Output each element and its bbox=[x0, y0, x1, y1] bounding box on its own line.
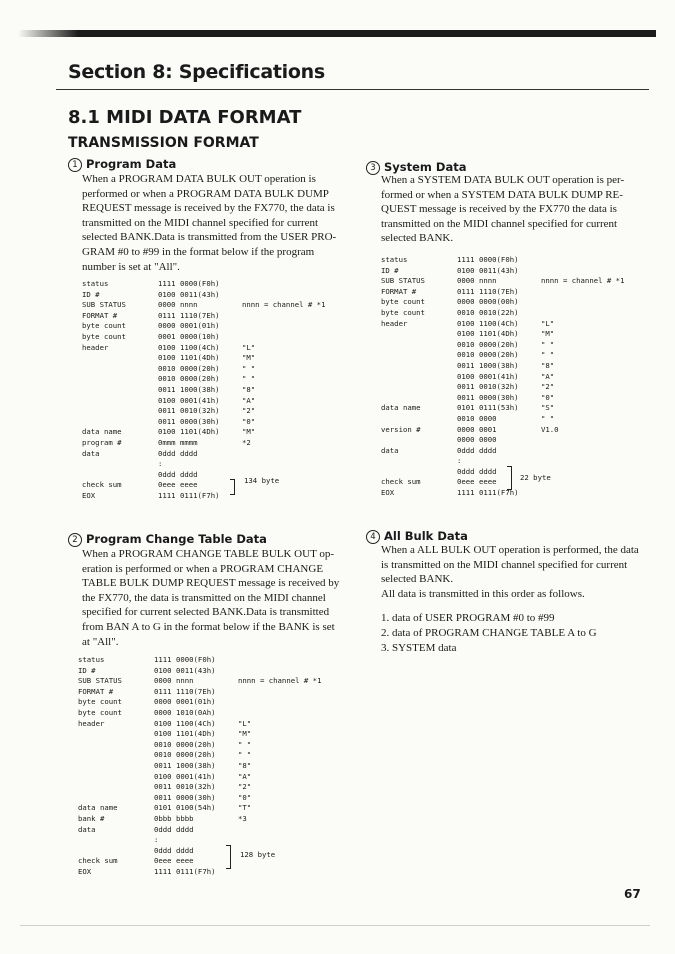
row-value: 0011 1000(38h) bbox=[158, 384, 220, 394]
row-note: *3 bbox=[238, 813, 247, 823]
table-row bbox=[82, 396, 342, 407]
row-value: 0010 0000(20h) bbox=[158, 374, 220, 384]
row-value: 0ddd dddd bbox=[457, 445, 497, 455]
list-item: 2. data of PROGRAM CHANGE TABLE A to G bbox=[381, 627, 597, 639]
row-value: 0100 0001(41h) bbox=[457, 371, 519, 381]
data-brace bbox=[226, 845, 231, 869]
table-row bbox=[82, 364, 342, 375]
program-change-title: Program Change Table Data bbox=[86, 532, 267, 546]
subheading: TRANSMISSION FORMAT bbox=[68, 135, 259, 151]
row-value: 1111 0111(F7h) bbox=[457, 488, 519, 498]
paragraph-line: When a PROGRAM DATA BULK OUT operation is bbox=[82, 173, 316, 185]
row-label: check sum bbox=[381, 477, 421, 487]
row-note: nnnn = channel # *1 bbox=[242, 300, 326, 310]
row-value: 0011 0010(32h) bbox=[457, 382, 519, 392]
table-row bbox=[82, 332, 342, 343]
row-note: "0" bbox=[238, 792, 252, 802]
row-note: "0" bbox=[242, 416, 256, 426]
row-note: "A" bbox=[242, 395, 256, 405]
table-row bbox=[82, 290, 342, 301]
all-bulk-heading bbox=[366, 529, 468, 544]
table-row bbox=[82, 321, 342, 332]
row-note: "A" bbox=[238, 771, 252, 781]
program-change-table bbox=[78, 655, 338, 877]
table-row bbox=[82, 279, 342, 290]
paragraph-line: GRAM #0 to #99 in the format below if the program bbox=[82, 245, 315, 258]
system-data-bytes: 22 byte bbox=[520, 473, 551, 482]
program-data-title: Program Data bbox=[86, 157, 177, 171]
row-label: SUB STATUS bbox=[82, 300, 126, 310]
row-note: " " bbox=[541, 350, 555, 360]
row-label: bank # bbox=[78, 813, 105, 823]
row-label: data bbox=[381, 445, 399, 455]
row-value: 0100 0001(41h) bbox=[154, 771, 216, 781]
row-label: header bbox=[381, 318, 408, 328]
program-data-bytes: 134 byte bbox=[244, 476, 280, 485]
table-row bbox=[82, 385, 342, 396]
list-item: 3. SYSTEM data bbox=[381, 642, 457, 654]
table-row bbox=[78, 803, 338, 814]
row-value: 0100 1100(4Ch) bbox=[457, 318, 519, 328]
row-value: 1111 0000(F0h) bbox=[158, 279, 220, 288]
table-row bbox=[381, 414, 643, 425]
table-row bbox=[82, 459, 342, 470]
row-value: 0eee eeee bbox=[457, 477, 497, 487]
row-value: 0000 nnnn bbox=[154, 676, 194, 686]
row-label: EOX bbox=[381, 488, 395, 498]
paragraph-line: When a SYSTEM DATA BULK OUT operation is per- bbox=[381, 174, 625, 186]
row-note: V1.0 bbox=[541, 424, 559, 434]
row-note: "A" bbox=[541, 371, 555, 381]
paragraph-line: the FX770, the data is transmitted on the MIDI channel bbox=[82, 591, 326, 604]
table-row bbox=[381, 393, 643, 404]
row-value: 0ddd dddd bbox=[154, 845, 194, 855]
data-brace bbox=[230, 479, 235, 495]
row-note: " " bbox=[242, 374, 256, 384]
footer-rule bbox=[20, 925, 650, 926]
row-note: " " bbox=[238, 750, 252, 760]
row-value: 0000 0000(00h) bbox=[457, 297, 519, 307]
row-label: check sum bbox=[78, 856, 118, 866]
row-note: nnnn = channel # *1 bbox=[238, 676, 322, 686]
all-bulk-paragraph bbox=[381, 543, 639, 601]
table-row bbox=[78, 697, 338, 708]
row-value: 0eee eeee bbox=[154, 856, 194, 866]
row-value: 0000 0000 bbox=[457, 435, 497, 445]
paragraph-line: transmitted on the MIDI channel specified for current bbox=[381, 217, 618, 230]
row-value: 0000 0001(01h) bbox=[158, 321, 220, 331]
table-row bbox=[78, 846, 338, 857]
number-badge: 4 bbox=[366, 530, 380, 544]
row-label: byte count bbox=[82, 331, 126, 341]
table-row bbox=[78, 867, 338, 878]
number-badge: 2 bbox=[68, 533, 82, 547]
table-row bbox=[82, 427, 342, 438]
system-data-table bbox=[381, 255, 643, 499]
row-value: : bbox=[457, 456, 462, 466]
program-data-heading bbox=[68, 157, 176, 172]
table-row bbox=[381, 403, 643, 414]
program-change-paragraph bbox=[82, 547, 342, 649]
paragraph-line: number is set at "All". bbox=[82, 260, 180, 273]
row-note: " " bbox=[238, 739, 252, 749]
section-title: Section 8: Specifications bbox=[68, 61, 325, 83]
row-label: FORMAT # bbox=[381, 286, 417, 296]
program-change-bytes: 128 byte bbox=[240, 850, 276, 859]
system-data-title: System Data bbox=[384, 160, 467, 174]
paragraph-line: is transmitted on the MIDI channel specified for current bbox=[381, 558, 628, 571]
title-rule bbox=[56, 89, 649, 90]
table-row bbox=[381, 255, 643, 266]
table-row bbox=[381, 435, 643, 446]
table-row bbox=[381, 340, 643, 351]
row-value: 0100 1101(4Dh) bbox=[154, 729, 216, 739]
row-value: 0ddd dddd bbox=[457, 466, 497, 476]
table-row bbox=[82, 343, 342, 354]
row-label: EOX bbox=[78, 866, 92, 876]
table-row bbox=[78, 772, 338, 783]
row-value: 0010 0010(22h) bbox=[457, 307, 519, 317]
row-note: " " bbox=[541, 413, 555, 423]
row-value: 0010 0000(20h) bbox=[457, 339, 519, 349]
paragraph-line: transmitted on the MIDI channel specified for current bbox=[82, 216, 319, 229]
row-value: 0100 1100(4Ch) bbox=[158, 342, 220, 352]
row-value: 0100 1101(4Dh) bbox=[457, 329, 519, 339]
table-row bbox=[381, 350, 643, 361]
row-label: SUB STATUS bbox=[78, 676, 122, 686]
paragraph-line: When a PROGRAM CHANGE TABLE BULK OUT op- bbox=[82, 548, 335, 560]
table-row bbox=[82, 449, 342, 460]
table-row bbox=[82, 417, 342, 428]
row-note: "S" bbox=[541, 403, 555, 413]
program-data-paragraph bbox=[82, 172, 342, 274]
table-row bbox=[381, 276, 643, 287]
header-bar bbox=[18, 30, 656, 37]
row-value: 0101 0100(54h) bbox=[154, 803, 216, 813]
program-change-heading bbox=[68, 532, 267, 547]
row-value: : bbox=[158, 459, 163, 469]
row-label: FORMAT # bbox=[78, 686, 114, 696]
row-note: "2" bbox=[242, 406, 256, 416]
row-value: 0011 0000(30h) bbox=[457, 392, 519, 402]
row-value: 0010 0000(20h) bbox=[158, 363, 220, 373]
paragraph-line: eration is performed or when a PROGRAM CHANGE bbox=[82, 562, 324, 575]
system-data-paragraph bbox=[381, 173, 637, 246]
table-row bbox=[78, 719, 338, 730]
row-label: EOX bbox=[82, 490, 96, 500]
row-value: 1111 0111(F7h) bbox=[158, 490, 220, 500]
table-row bbox=[381, 372, 643, 383]
row-value: 0000 nnnn bbox=[457, 276, 497, 286]
row-value: 0011 0000(30h) bbox=[158, 416, 220, 426]
table-row bbox=[78, 666, 338, 677]
row-value: 0010 0000 bbox=[457, 413, 497, 423]
row-note: "L" bbox=[238, 718, 252, 728]
table-row bbox=[381, 382, 643, 393]
paragraph-line: QUEST message is received by the FX770 the data is bbox=[381, 203, 617, 216]
paragraph-line: selected BANK. bbox=[381, 232, 454, 245]
table-row bbox=[381, 477, 643, 488]
row-value: 0000 0001(01h) bbox=[154, 697, 216, 707]
paragraph-line: specified for current selected BANK.Data is transmitted bbox=[82, 606, 330, 619]
paragraph-line: selected BANK. bbox=[381, 573, 454, 586]
table-row bbox=[381, 361, 643, 372]
row-label: byte count bbox=[82, 321, 126, 331]
row-note: "M" bbox=[242, 427, 256, 437]
row-label: ID # bbox=[381, 265, 399, 275]
row-value: 0000 nnnn bbox=[158, 300, 198, 310]
table-row bbox=[78, 687, 338, 698]
program-data-table bbox=[82, 279, 342, 501]
row-value: 0111 1110(7Eh) bbox=[158, 310, 220, 320]
row-value: 0mmm mmmm bbox=[158, 437, 198, 447]
row-note: " " bbox=[541, 339, 555, 349]
row-label: ID # bbox=[78, 665, 96, 675]
row-note: "M" bbox=[238, 729, 252, 739]
row-value: 0111 1110(7Eh) bbox=[154, 686, 216, 696]
row-note: "8" bbox=[238, 760, 252, 770]
row-label: status bbox=[78, 655, 105, 664]
number-badge: 1 bbox=[68, 158, 82, 172]
row-note: "T" bbox=[238, 803, 252, 813]
row-label: data bbox=[82, 448, 100, 458]
row-label: SUB STATUS bbox=[381, 276, 425, 286]
table-row bbox=[381, 266, 643, 277]
paragraph-line: When a ALL BULK OUT operation is performed, the data bbox=[381, 544, 639, 556]
row-label: data name bbox=[82, 427, 122, 437]
row-note: "8" bbox=[242, 384, 256, 394]
paragraph-line: REQUEST message is received by the FX770, the data is bbox=[82, 202, 335, 215]
table-row bbox=[381, 456, 643, 467]
table-row bbox=[82, 480, 342, 491]
paragraph-line: TABLE BULK DUMP REQUEST message is received by bbox=[82, 577, 340, 590]
row-label: version # bbox=[381, 424, 421, 434]
table-row bbox=[381, 297, 643, 308]
row-value: 0bbb bbbb bbox=[154, 813, 194, 823]
row-value: : bbox=[154, 835, 159, 845]
row-note: "M" bbox=[242, 353, 256, 363]
row-value: 1111 0000(F0h) bbox=[154, 655, 216, 664]
table-row bbox=[78, 729, 338, 740]
table-row bbox=[78, 750, 338, 761]
paragraph-line: selected BANK.Data is transmitted from the USER PRO- bbox=[82, 231, 337, 244]
row-label: ID # bbox=[82, 289, 100, 299]
table-row bbox=[381, 308, 643, 319]
row-value: 0111 1110(7Eh) bbox=[457, 286, 519, 296]
row-note: *2 bbox=[242, 437, 251, 447]
row-value: 0eee eeee bbox=[158, 480, 198, 490]
table-row bbox=[82, 300, 342, 311]
row-note: "M" bbox=[541, 329, 555, 339]
row-value: 0100 0011(43h) bbox=[457, 265, 519, 275]
row-note: "0" bbox=[541, 392, 555, 402]
paragraph-line: formed or when a SYSTEM DATA BULK DUMP RE- bbox=[381, 188, 623, 201]
row-note: "8" bbox=[541, 360, 555, 370]
table-row bbox=[381, 488, 643, 499]
row-label: program # bbox=[82, 437, 122, 447]
table-row bbox=[78, 655, 338, 666]
row-value: 0000 0001 bbox=[457, 424, 497, 434]
table-row bbox=[78, 856, 338, 867]
paragraph-line: All data is transmitted in this order as follows. bbox=[381, 587, 585, 600]
table-row bbox=[82, 491, 342, 502]
row-label: header bbox=[78, 718, 105, 728]
table-row bbox=[78, 825, 338, 836]
row-value: 0000 1010(0Ah) bbox=[154, 707, 216, 717]
row-label: byte count bbox=[381, 297, 425, 307]
row-value: 0100 0001(41h) bbox=[158, 395, 220, 405]
row-value: 0001 0000(10h) bbox=[158, 331, 220, 341]
table-row bbox=[78, 814, 338, 825]
row-value: 0010 0000(20h) bbox=[457, 350, 519, 360]
table-row bbox=[381, 319, 643, 330]
number-badge: 3 bbox=[366, 161, 380, 175]
row-value: 0011 0010(32h) bbox=[158, 406, 220, 416]
row-value: 0011 0010(32h) bbox=[154, 782, 216, 792]
paragraph-line: from BAN A to G in the format below if the BANK is set bbox=[82, 620, 335, 633]
row-note: "L" bbox=[242, 342, 256, 352]
table-row bbox=[82, 374, 342, 385]
row-value: 0100 0011(43h) bbox=[154, 665, 216, 675]
row-label: check sum bbox=[82, 480, 122, 490]
table-row bbox=[381, 329, 643, 340]
page-number: 67 bbox=[624, 887, 641, 901]
row-value: 0100 0011(43h) bbox=[158, 289, 220, 299]
data-brace bbox=[507, 466, 512, 490]
row-value: 0101 0111(53h) bbox=[457, 403, 519, 413]
row-value: 0100 1101(4Dh) bbox=[158, 427, 220, 437]
table-row bbox=[82, 353, 342, 364]
row-value: 0011 1000(38h) bbox=[154, 760, 216, 770]
row-value: 0100 1101(4Dh) bbox=[158, 353, 220, 363]
table-row bbox=[78, 782, 338, 793]
row-label: data name bbox=[78, 803, 118, 813]
row-label: status bbox=[82, 279, 109, 288]
table-row bbox=[381, 287, 643, 298]
row-value: 0ddd dddd bbox=[154, 824, 194, 834]
table-row bbox=[82, 406, 342, 417]
row-value: 0100 1100(4Ch) bbox=[154, 718, 216, 728]
row-label: data bbox=[78, 824, 96, 834]
row-note: "L" bbox=[541, 318, 555, 328]
table-row bbox=[82, 311, 342, 322]
row-note: nnnn = channel # *1 bbox=[541, 276, 625, 286]
table-row bbox=[78, 793, 338, 804]
table-row bbox=[381, 467, 643, 478]
row-label: data name bbox=[381, 403, 421, 413]
table-row bbox=[78, 708, 338, 719]
row-label: byte count bbox=[381, 307, 425, 317]
table-row bbox=[381, 425, 643, 436]
row-label: byte count bbox=[78, 707, 122, 717]
row-value: 0010 0000(20h) bbox=[154, 750, 216, 760]
row-label: header bbox=[82, 342, 109, 352]
row-value: 0ddd dddd bbox=[158, 469, 198, 479]
table-row bbox=[78, 761, 338, 772]
table-row bbox=[82, 438, 342, 449]
row-value: 0010 0000(20h) bbox=[154, 739, 216, 749]
table-row bbox=[78, 835, 338, 846]
all-bulk-title: All Bulk Data bbox=[384, 529, 468, 543]
row-label: status bbox=[381, 255, 408, 264]
heading: 8.1 MIDI DATA FORMAT bbox=[68, 107, 302, 128]
table-row bbox=[381, 446, 643, 457]
row-note: " " bbox=[242, 363, 256, 373]
row-value: 0ddd dddd bbox=[158, 448, 198, 458]
table-row bbox=[82, 470, 342, 481]
table-row bbox=[78, 740, 338, 751]
row-value: 1111 0000(F0h) bbox=[457, 255, 519, 264]
list-item: 1. data of USER PROGRAM #0 to #99 bbox=[381, 612, 555, 624]
row-note: "2" bbox=[238, 782, 252, 792]
row-note: "2" bbox=[541, 382, 555, 392]
row-value: 0011 1000(38h) bbox=[457, 360, 519, 370]
row-label: byte count bbox=[78, 697, 122, 707]
table-row bbox=[78, 676, 338, 687]
paragraph-line: at "All". bbox=[82, 635, 119, 648]
paragraph-line: performed or when a PROGRAM DATA BULK DUMP bbox=[82, 187, 329, 200]
row-value: 1111 0111(F7h) bbox=[154, 866, 216, 876]
row-label: FORMAT # bbox=[82, 310, 118, 320]
row-value: 0011 0000(30h) bbox=[154, 792, 216, 802]
